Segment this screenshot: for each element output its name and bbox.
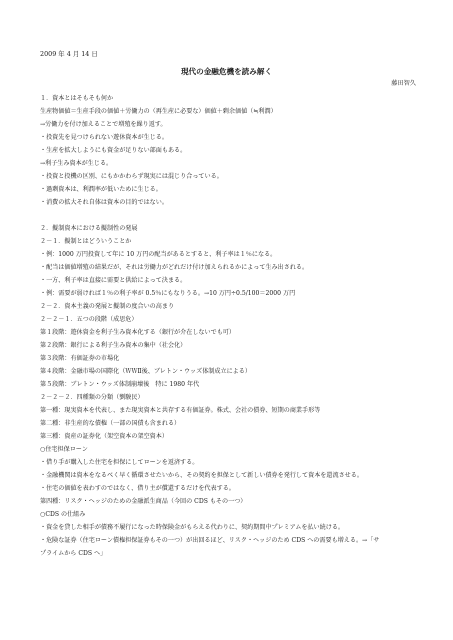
body-line: ・住宅の価値を表わすのではなく、借り主が償還するだけを代表する。 — [40, 485, 235, 492]
body-line: ・一方、利子率は直接に需要と供給によって決まる。 — [40, 277, 187, 284]
body-line: 第５段階：ブレトン・ウッズ体制崩壊後 特に 1980 年代 — [40, 381, 200, 388]
body-line: 第三種：資産の証券化（架空資本の架空資本） — [40, 433, 168, 440]
body-line: 生産物価値＝生産手段の価値＋労働力の（再生産に必要な）価値＋剰余価値（≒利潤） — [40, 108, 277, 115]
body-line: ・例：需要が弱ければ１％の利子率が 0.5％にもなりうる。→10 万円÷0.5/100＝2000 万円 — [40, 290, 296, 297]
body-line: プライムから CDS へ」 — [40, 550, 107, 557]
body-line: ２－２．資本主義の発展と擬制の度合いの高まり — [40, 303, 175, 310]
document-date: 2009 年 4 月 14 日 — [40, 50, 98, 58]
body-line: →利子生み資本が生じる。 — [40, 160, 113, 167]
body-line: ○CDS の仕組み — [40, 511, 86, 518]
body-line: ２－２－２．四種類の分類（劉駿民） — [40, 394, 144, 401]
body-line: ・借り手が購入した住宅を担保にしてローンを返済する。 — [40, 459, 199, 466]
body-line: 第四種：リスク・ヘッジのための金融派生商品（今回の CDS もその一つ） — [40, 498, 247, 505]
body-line: →労働力を付け加えることで増殖を繰り返す。 — [40, 121, 167, 128]
body-line: ・投資先を見つけられない遊休資本が生じる。 — [40, 134, 168, 141]
body-line: ２．擬制資本における擬制性の発展 — [40, 225, 138, 232]
body-line: 第２段階：銀行による利子生み資本の集中（社会化） — [40, 342, 187, 349]
body-line: ２－１．擬制とはどういうことか — [40, 238, 132, 245]
body-line: ・生産を拡大しようにも資金が足りない部面もある。 — [40, 147, 187, 154]
body-line: ・危険な証券（住宅ローン債権担保証券もその一つ）が出回るほど、リスク・ヘッジのため CDS への需要も増える。→「サ — [40, 537, 380, 544]
body-line: ・例：1000 万円投資して年に 10 万円の配当があるとすると、利子率は１％になる。 — [40, 251, 277, 258]
document-title: 現代の金融危機を読み解く — [180, 67, 273, 76]
body-line: 第１段階：遊休資金を利子生み資本化する（銀行が介在しないでも可） — [40, 329, 235, 336]
body-line: ○住宅担保ローン — [40, 446, 88, 453]
document-body — [40, 92, 420, 560]
body-line: 第二種：非生産的な債権（一部の国債も含まれる） — [40, 420, 181, 427]
body-line: 第４段階：金融市場の国際化（ＷＷⅡ後、ブレトン・ウッズ体制成立による） — [40, 368, 251, 375]
document-author: 藤田智久 — [391, 80, 416, 87]
body-line: 第３段階：有価証券の市場化 — [40, 355, 120, 362]
body-line: ・配当は価値増殖の結果だが、それは労働力がどれだけ付け加えられるかによって生み出される。 — [40, 264, 309, 271]
body-line: ２－２－１．五つの段階（成思危） — [40, 316, 138, 323]
body-line: ・過剰資本は、利潤率が低いために生じる。 — [40, 186, 162, 193]
body-line: ・消費の拡大それ自体は資本の目的ではない。 — [40, 199, 168, 206]
body-line: ・投資と投機の区別、にもかかわらず現実には混じり合っている。 — [40, 173, 223, 180]
body-line: 第一種：現実資本を代表し、また現実資本と共存する有価証券。株式、会社の債券、短期の商業手形等 — [40, 407, 321, 414]
body-line: ・金融機関は資本をなるべく早く循環させたいから、その契約を担保として新しい債券を発行して資本を還流させる。 — [40, 472, 363, 479]
body-line: ・資金を貸した相手が債務不履行になった時保険金がもらえる代わりに、契約期間中プレミアムを払い続ける。 — [40, 524, 345, 531]
blank-line — [40, 209, 420, 222]
body-line: １．資本とはそもそも何か — [40, 95, 114, 102]
